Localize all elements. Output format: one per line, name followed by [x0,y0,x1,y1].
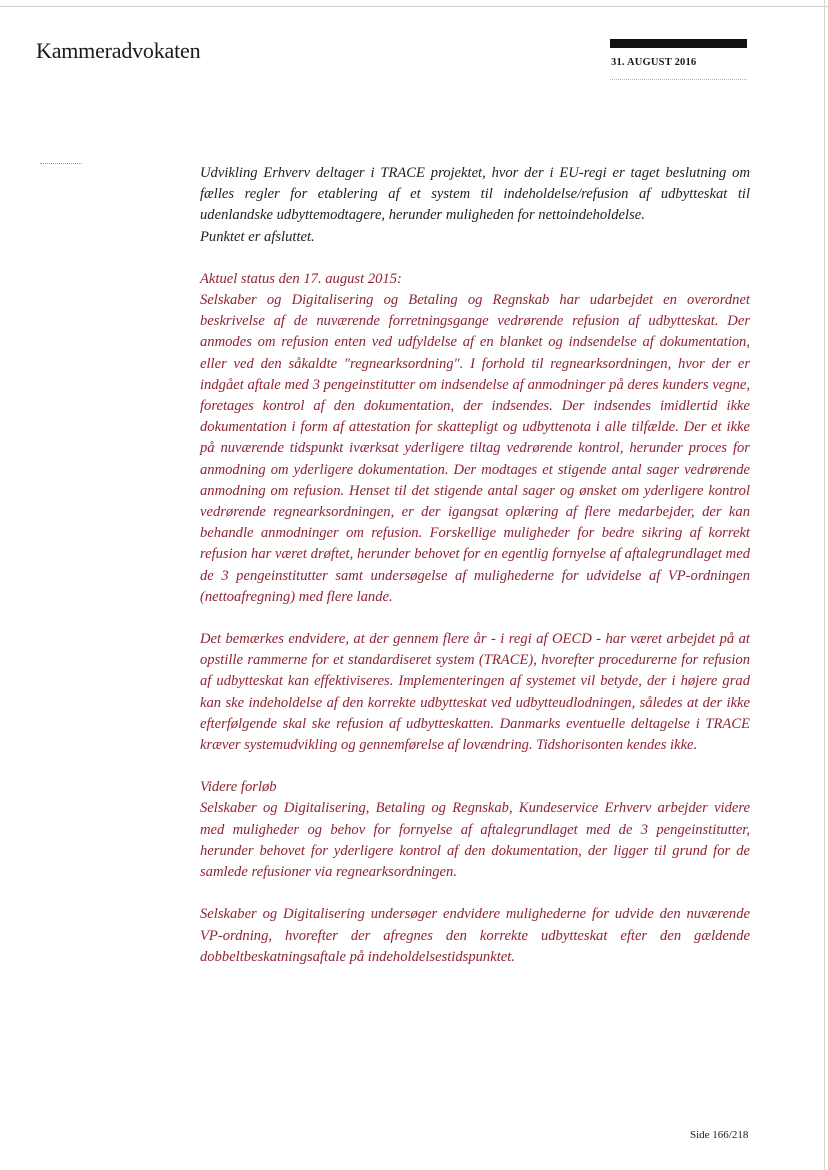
intro-closed-note: Punktet er afsluttet. [200,228,315,245]
page-number: Side 166/218 [690,1129,749,1141]
status-paragraph-1: Selskaber og Digitalisering og Betaling og Regnskab har udarbejdet en overordnet beskrivelse af de nuværende forretningsgange vedrørende refusion af udbytteskat. Der anmodes om refusion enten ved udfyldelse af en blanket og indsendelse af dokumentation, eller ved den såkaldte "regnearksordning". I forhold til regnearksordningen, hvor der er indgået aftale med 3 pengeinstitutter om indsendelse af anmodninger på deres kunders vegne, foretages kontrol af den dokumentation, der indsendes. Der indsendes imidlertid ikke dokumentation i form af attestation for skattepligt og udbyttenota i alle tilfælde. Der et ikke på nuværende tidspunkt iværksat yderligere tiltag vedrørende kontrol, herunder proces for anmodning om yderligere dokumentation. Der modtages et stigende antal sager vedrørende anmodning om refusion. Henset til det stigende antal sager og ønsket om yderligere kontrol vedrørende regnearksordningen, er der igangsat oplæring af flere medarbejder, der kan behandle anmodninger om refusion. Forskellige muligheder for bedre sikring af korrekt refusion har været drøftet, herunder behovet for en egentlig fornyelse af aftalegrundlaget med de 3 pengeinstitutter samt undersøgelse af mulighederne for udvidelse af VP-ordningen (nettoafregning) med flere lande. [200,292,750,605]
document-body [200,163,750,968]
margin-dotted-mark [40,163,82,164]
next-heading: Videre forløb [200,779,277,796]
next-paragraph-2: Selskaber og Digitalisering undersøger endvidere mulighederne for udvide den nuværende VP-ordning, hvorefter der afregnes den korrekte udbytteskat efter den gældende dobbeltbeskatningsaftale på indeholdelsestidspunktet. [200,906,750,965]
header-date: 31. AUGUST 2016 [611,57,697,68]
next-paragraph-1: Selskaber og Digitalisering, Betaling og Regnskab, Kundeservice Erhverv arbejder videre med muligheder og behov for fornyelse af aftalegrundlaget med de 3 pengeinstitutter, herunder behovet for yderligere kontrol af den dokumentation, der ligger til grund for de samlede refusioner via regnearksordningen. [200,800,750,881]
org-title: Kammeradvokaten [36,38,201,63]
page-edge-line [824,0,825,1170]
status-paragraph-2: Det bemærkes endvidere, at der gennem flere år - i regi af OECD - har været arbejdet på at opstille rammerne for et standardiseret system (TRACE), hvorefter procedurerne for refusion af udbytteskat kan effektiviseres. Implementeringen af systemet vil betyde, der i højere grad kan ske indeholdelse af den korrekte udbytteskat ved udbytteudlodningen, således at der ikke efterfølgende skal ske refusion af udbytteskatten. Danmarks eventuelle deltagelse i TRACE kræver systemudvikling og gennemførelse af lovændring. Tidshorisonten kendes ikke. [200,631,750,754]
date-underline [610,79,747,80]
redaction-bar [610,39,747,48]
status-heading: Aktuel status den 17. august 2015: [200,270,402,287]
top-scan-line [0,6,828,7]
intro-paragraph: Udvikling Erhverv deltager i TRACE projektet, hvor der i EU-regi er taget beslutning om fælles regler for etablering af et system til indeholdelse/refusion af udbytteskat til udenlandske udbyttemodtagere, herunder muligheden for nettoindeholdelse. [200,165,750,224]
